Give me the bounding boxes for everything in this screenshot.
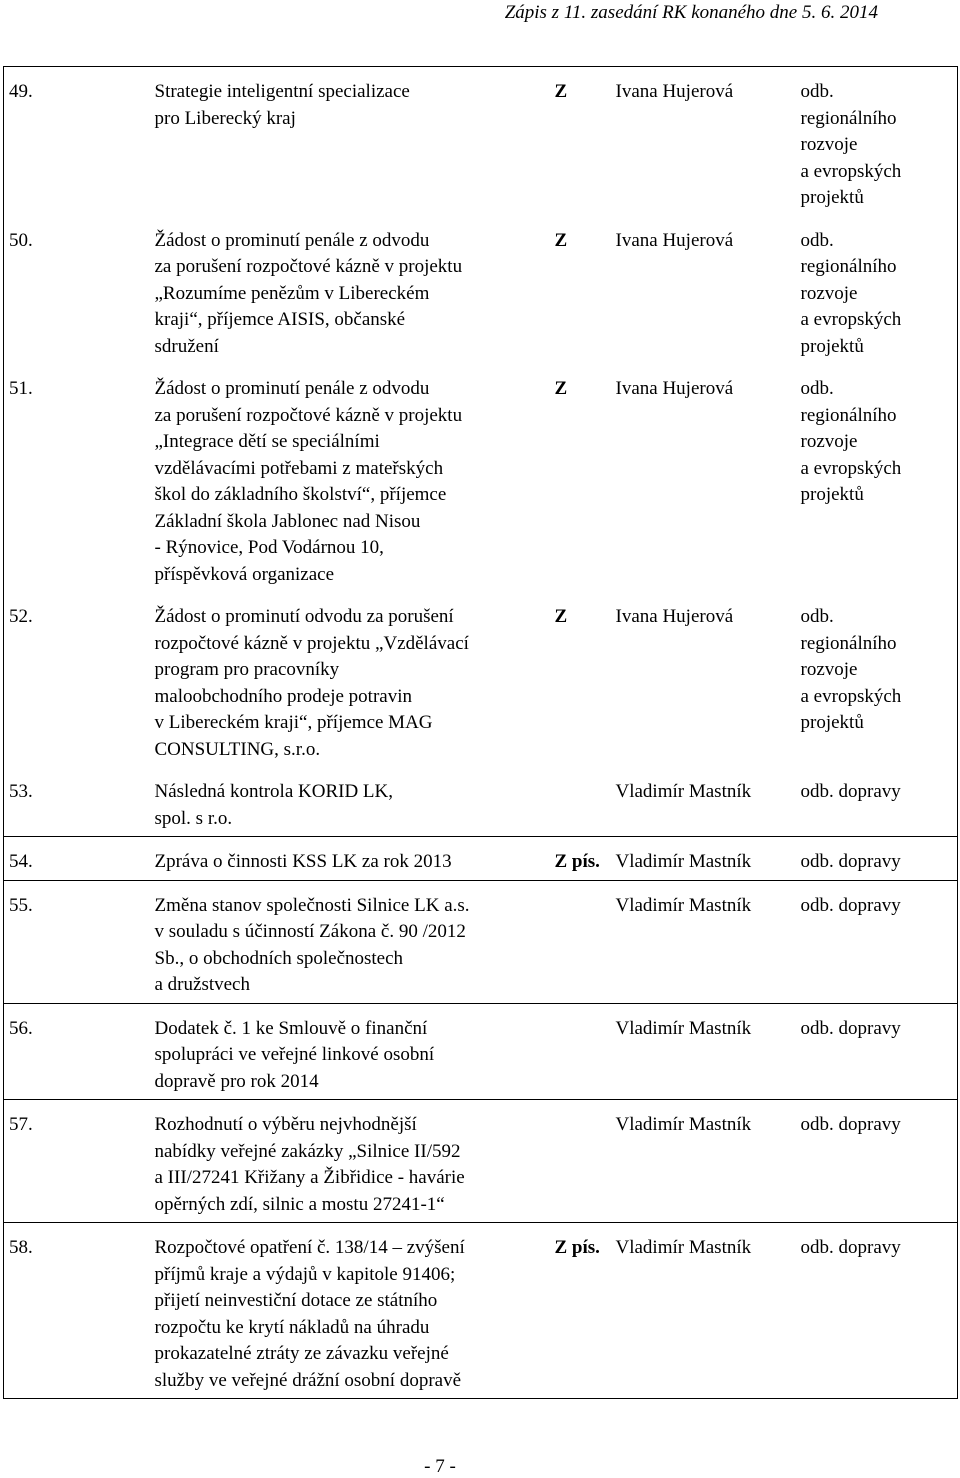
item-title: Dodatek č. 1 ke Smlouvě o finanční spolupráci ve veřejné linkové osobní dopravě pro rok 2014 (154, 1017, 435, 1092)
item-number: 54. (9, 851, 33, 872)
item-flag: Z (554, 229, 568, 251)
item-responsible-person-cell (616, 837, 801, 881)
agenda-row (4, 1223, 958, 1399)
item-department-cell (801, 592, 958, 767)
item-number-cell (4, 767, 155, 837)
agenda-row (4, 364, 958, 592)
agenda-row (4, 767, 958, 837)
item-responsible-person: Vladimír Mastník (615, 1237, 752, 1258)
item-number: 50. (9, 229, 33, 251)
item-department-cell (801, 767, 958, 837)
item-department-cell (801, 67, 958, 216)
item-number: 52. (9, 606, 33, 627)
item-title: Změna stanov společnosti Silnice LK a.s. v souladu s účinností Zákona č. 90 /2012 Sb., o obchodních společnostech a družstvech (154, 894, 470, 995)
agenda-row (4, 1003, 958, 1100)
item-number: 51. (9, 378, 33, 399)
item-department: odb. dopravy (800, 1114, 901, 1135)
item-responsible-person: Ivana Hujerová (615, 378, 734, 399)
item-title-cell (155, 1100, 548, 1223)
agenda-row (4, 837, 958, 881)
item-title-cell (155, 216, 548, 365)
item-title: Zpráva o činnosti KSS LK za rok 2013 (154, 851, 452, 872)
item-responsible-person-cell (616, 216, 801, 365)
item-responsible-person-cell (616, 364, 801, 592)
item-title: Žádost o prominutí odvodu za porušení rozpočtové kázně v projektu „Vzdělávací program pro pracovníky maloobchodního prodeje potravin v Libereckém kraji“, příjemce MAG CONSULTING, s.r.o. (154, 606, 469, 760)
item-responsible-person: Ivana Hujerová (615, 606, 734, 627)
item-flag: Z pís. (554, 1237, 600, 1258)
item-flag (555, 1004, 616, 1020)
item-flag-cell (548, 767, 616, 837)
item-number: 58. (9, 1237, 33, 1258)
item-flag: Z (554, 81, 568, 102)
item-number-cell (4, 1003, 155, 1100)
item-number-cell (4, 837, 155, 881)
item-department-cell (801, 1003, 958, 1100)
item-department: odb. dopravy (800, 851, 901, 872)
agenda-row (4, 1100, 958, 1223)
item-title: Strategie inteligentní specializace pro Liberecký kraj (154, 81, 410, 129)
item-flag: Z (554, 378, 568, 399)
item-flag-cell (548, 837, 616, 881)
item-flag-cell (548, 216, 616, 365)
item-title: Rozpočtové opatření č. 138/14 – zvýšení příjmů kraje a výdajů v kapitole 91406; přijetí neinvestiční dotace ze státního rozpočtu ke krytí nákladů na úhradu prokazatelné ztráty ze závazku veřejné služby ve veřejné drážní osobní dopravě (154, 1237, 465, 1391)
item-department-cell (801, 880, 958, 1003)
item-number: 53. (9, 781, 33, 802)
item-responsible-person: Vladimír Mastník (615, 1114, 752, 1135)
item-flag-cell (548, 1223, 616, 1399)
item-department-cell (801, 216, 958, 365)
item-department: odb. regionálního rozvoje a evropských projektů (800, 81, 902, 208)
item-number-cell (4, 364, 155, 592)
agenda-row (4, 67, 958, 216)
item-responsible-person-cell (616, 1003, 801, 1100)
item-flag-cell (548, 364, 616, 592)
item-department: odb. dopravy (800, 781, 901, 802)
item-number: 56. (9, 1017, 33, 1039)
item-responsible-person-cell (616, 767, 801, 837)
item-title: Rozhodnutí o výběru nejvhodnější nabídky veřejné zakázky „Silnice II/592 a III/27241 Křižany a Žibřidice - havárie opěrných zdí, silnic a mostu 27241-1“ (154, 1114, 465, 1215)
agenda-row (4, 216, 958, 365)
item-number-cell (4, 880, 155, 1003)
item-title-cell (155, 364, 548, 592)
item-department-cell (801, 1100, 958, 1223)
page-header: Zápis z 11. zasedání RK konaného dne 5. 6. 2014 (504, 2, 878, 23)
item-number: 57. (9, 1114, 33, 1135)
page-number: - 7 - (424, 1456, 456, 1477)
item-responsible-person: Vladimír Mastník (615, 851, 752, 872)
item-title: Žádost o prominutí penále z odvodu za porušení rozpočtové kázně v projektu „Integrace dětí se speciálními vzdělávacími potřebami z mateřských škol do základního školství“, příjemce Základní škola Jablonec nad Nisou - Rýnovice, Pod Vodárnou 10, příspěvková organizace (154, 378, 463, 585)
item-responsible-person-cell (616, 1100, 801, 1223)
item-number-cell (4, 1100, 155, 1223)
item-responsible-person: Vladimír Mastník (615, 781, 752, 802)
item-title-cell (155, 1003, 548, 1100)
item-title-cell (155, 592, 548, 767)
item-flag: Z pís. (554, 851, 600, 872)
item-number-cell (4, 1223, 155, 1399)
item-department: odb. dopravy (800, 1017, 901, 1039)
item-responsible-person-cell (616, 880, 801, 1003)
item-flag-cell (548, 67, 616, 216)
item-flag-cell (548, 592, 616, 767)
item-title: Následná kontrola KORID LK, spol. s r.o. (154, 781, 394, 829)
item-department: odb. regionálního rozvoje a evropských projektů (800, 606, 902, 733)
item-department-cell (801, 364, 958, 592)
item-flag-cell (548, 1100, 616, 1223)
item-department-cell (801, 1223, 958, 1399)
item-flag: Z (554, 606, 568, 627)
item-title-cell (155, 67, 548, 216)
item-number-cell (4, 592, 155, 767)
item-responsible-person: Ivana Hujerová (615, 81, 734, 102)
item-flag-cell (548, 1003, 616, 1100)
item-responsible-person: Vladimír Mastník (615, 894, 752, 916)
item-department: odb. regionálního rozvoje a evropských projektů (800, 378, 902, 505)
agenda-table (3, 66, 958, 1399)
item-flag (555, 1100, 616, 1116)
item-title-cell (155, 880, 548, 1003)
item-title-cell (155, 837, 548, 881)
item-flag (555, 767, 616, 783)
item-flag (555, 881, 616, 897)
item-responsible-person-cell (616, 1223, 801, 1399)
agenda-row (4, 880, 958, 1003)
item-number: 49. (9, 81, 33, 102)
item-department: odb. regionálního rozvoje a evropských projektů (800, 229, 902, 357)
agenda-row (4, 592, 958, 767)
item-number-cell (4, 67, 155, 216)
item-department: odb. dopravy (800, 1237, 901, 1258)
item-responsible-person-cell (616, 592, 801, 767)
item-department: odb. dopravy (800, 894, 901, 916)
item-number: 55. (9, 894, 33, 916)
item-title-cell (155, 767, 548, 837)
item-responsible-person: Ivana Hujerová (615, 229, 734, 251)
item-number-cell (4, 216, 155, 365)
item-title-cell (155, 1223, 548, 1399)
item-responsible-person: Vladimír Mastník (615, 1017, 752, 1039)
item-department-cell (801, 837, 958, 881)
item-responsible-person-cell (616, 67, 801, 216)
item-title: Žádost o prominutí penále z odvodu za porušení rozpočtové kázně v projektu „Rozumíme penězům v Libereckém kraji“, příjemce AISIS, občanské sdružení (154, 229, 463, 357)
agenda-table-body (4, 67, 958, 1399)
item-flag-cell (548, 880, 616, 1003)
